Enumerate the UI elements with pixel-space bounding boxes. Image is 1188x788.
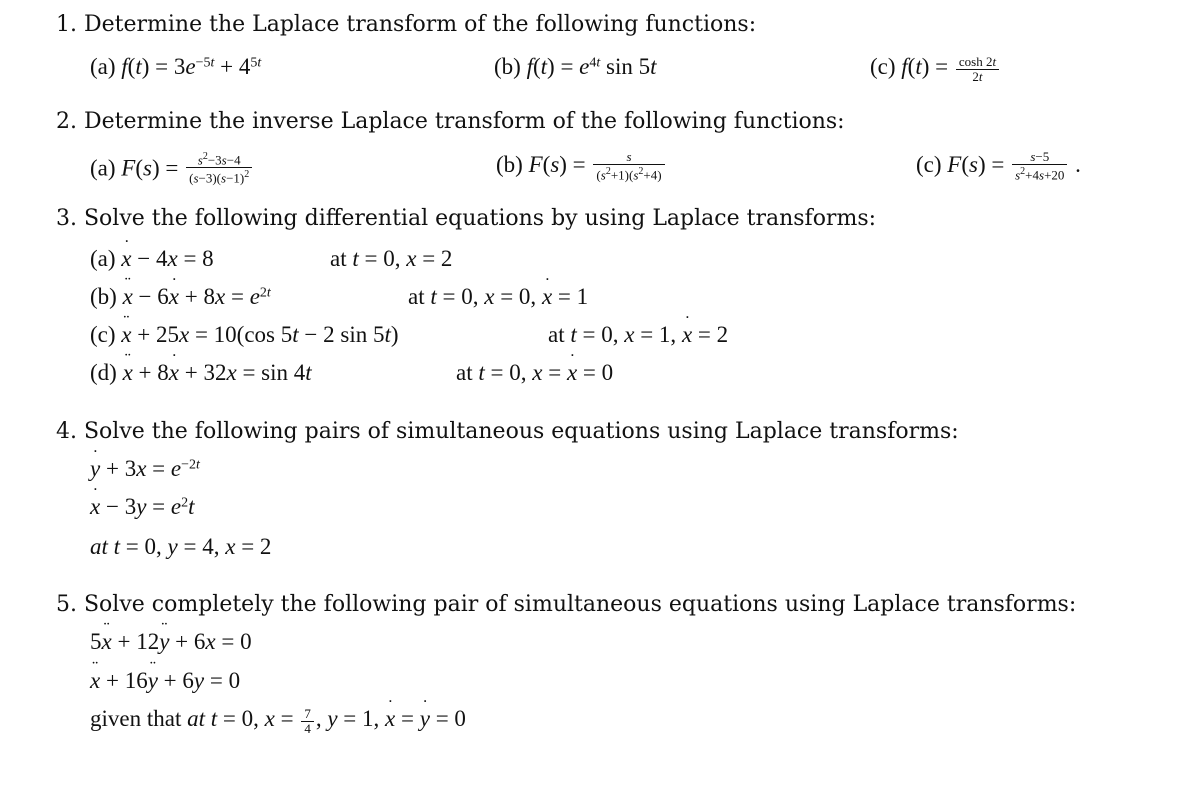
q3-header: 3. Solve the following differential equations by using Laplace transforms: — [56, 206, 877, 231]
q4-equation-1: y ˙ + $3x = e^{-2t}$ — [90, 455, 200, 483]
q1-part-c: (c) f(t) = $\frac{\cosh 2t}{2t}$ — [870, 53, 1001, 84]
q5-equation-2: x ¨ + 16y ¨ + 6y = 0 — [90, 667, 240, 695]
q3-part-a-ic: at t = 0, x = 2 — [330, 246, 453, 271]
q3-part-a: (a) x ˙ − 4x = 8 — [90, 245, 214, 273]
q5-equation-1: 5x ¨ + 12y ¨ + 6x = 0 — [90, 628, 252, 656]
q2-part-b: (b) F(s) = $\frac{s}{(s^2+1)(s^2+4)}$ — [496, 150, 667, 182]
q2-header: 2. Determine the inverse Laplace transform of the following functions: — [56, 109, 845, 134]
q2-part-c: (c) F(s) = $\frac{s-5}{s^2+4s+20}$ . — [916, 149, 1081, 183]
q3-part-d: (d) x ¨ + 8x ˙ + 32x = sin 4t — [90, 359, 312, 387]
q1-part-a: (a) $f(t) = 3e^{-5t} + 4^{5t}$ — [90, 54, 262, 79]
q3-part-b: (b) x ¨ − 6x ˙ + $8x = e^{2t}$ — [90, 283, 271, 311]
q3-part-d-ic: at t = 0, x = x ˙ = 0 — [456, 359, 613, 387]
q5-initial-conditions: given that at t = 0, x = $\frac{7}{4}$ , y = 1, x ˙ = y ˙ = 0 — [90, 705, 466, 736]
q1-header: 1. Determine the Laplace transform of the following functions: — [56, 12, 757, 37]
q4-initial-conditions: at t = 0, y = 4, x = 2 — [90, 534, 272, 559]
q3-part-c: (c) x ¨ + 25x = 10(cos 5t − 2 sin 5t) — [90, 321, 399, 349]
q1-part-b: (b) $f(t) = e^{4t}$ sin 5t — [494, 54, 657, 79]
q4-header: 4. Solve the following pairs of simultaneous equations using Laplace transforms: — [56, 419, 959, 444]
q4-equation-2: x ˙ − $3y = e^2t$ — [90, 493, 195, 521]
q2-part-a: (a) F(s) = $\frac{s^2-3s-4}{(s-3)(s-1)^2}$ — [90, 150, 254, 186]
q3-part-b-ic: at t = 0, x = 0, x ˙ = 1 — [408, 283, 588, 311]
q5-header: 5. Solve completely the following pair of simultaneous equations using Laplace transforms: — [56, 592, 1077, 617]
q3-part-c-ic: at t = 0, x = 1, x ˙ = 2 — [548, 321, 728, 349]
